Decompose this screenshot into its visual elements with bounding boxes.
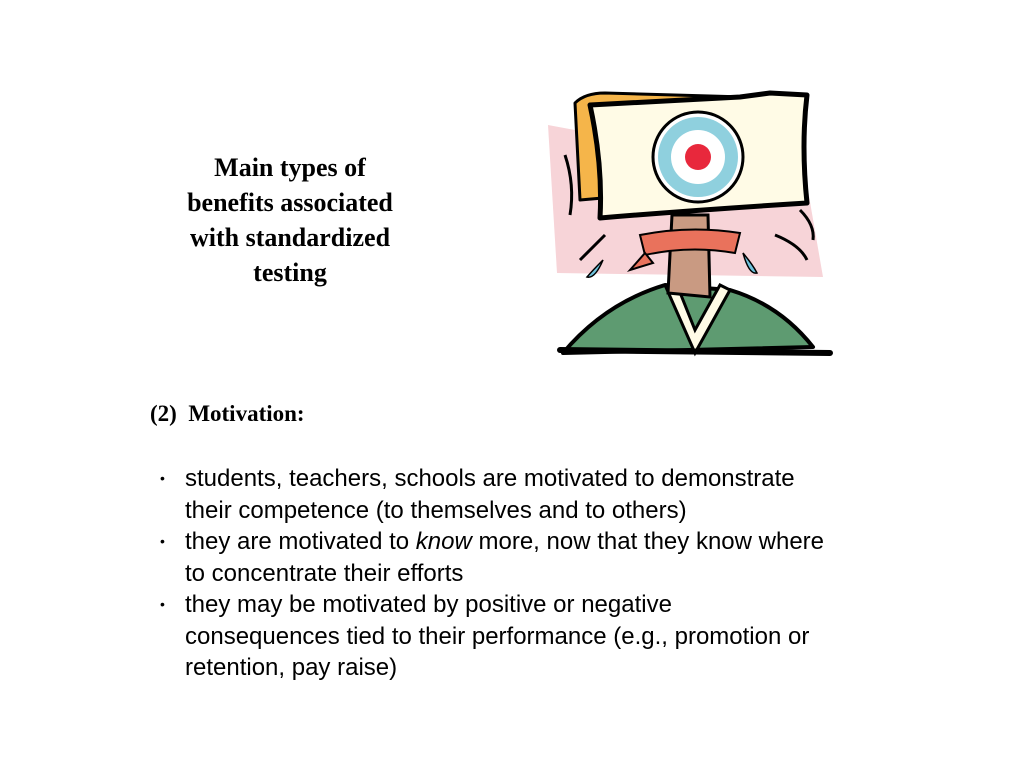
title-line: with standardized [189, 223, 391, 252]
bullet-text-before: they are motivated to [185, 528, 416, 555]
blindfolded-figure-with-target-head-icon [545, 85, 840, 360]
bullet-icon: • [160, 596, 165, 612]
emphasized-word: know [415, 528, 472, 555]
bullet-line: students, teachers, schools are motivated to demonstrate [185, 465, 795, 492]
bullet-line: consequences tied to their performance (e.g., promotion or [185, 622, 810, 650]
section-heading: (2) Motivation: [150, 401, 305, 426]
list-item [160, 526, 960, 589]
slide-title [150, 150, 430, 290]
list-item [160, 589, 960, 684]
bullet-line: retention, pay raise) [185, 654, 398, 681]
bullet-icon: • [160, 533, 165, 549]
bullet-text-after: more, now that they know where [471, 528, 824, 555]
list-item [160, 463, 960, 526]
title-line: Main types of [214, 153, 366, 182]
bullet-list [160, 463, 960, 684]
bullet-line [185, 526, 960, 558]
bullet-line: their competence (to themselves and to others) [185, 496, 687, 524]
title-line: benefits associated [187, 188, 393, 217]
bullet-line: to concentrate their efforts [185, 559, 464, 587]
bullet-icon: • [160, 470, 165, 486]
bullet-line: they may be motivated by positive or negative [185, 591, 672, 618]
title-line: testing [253, 258, 327, 287]
